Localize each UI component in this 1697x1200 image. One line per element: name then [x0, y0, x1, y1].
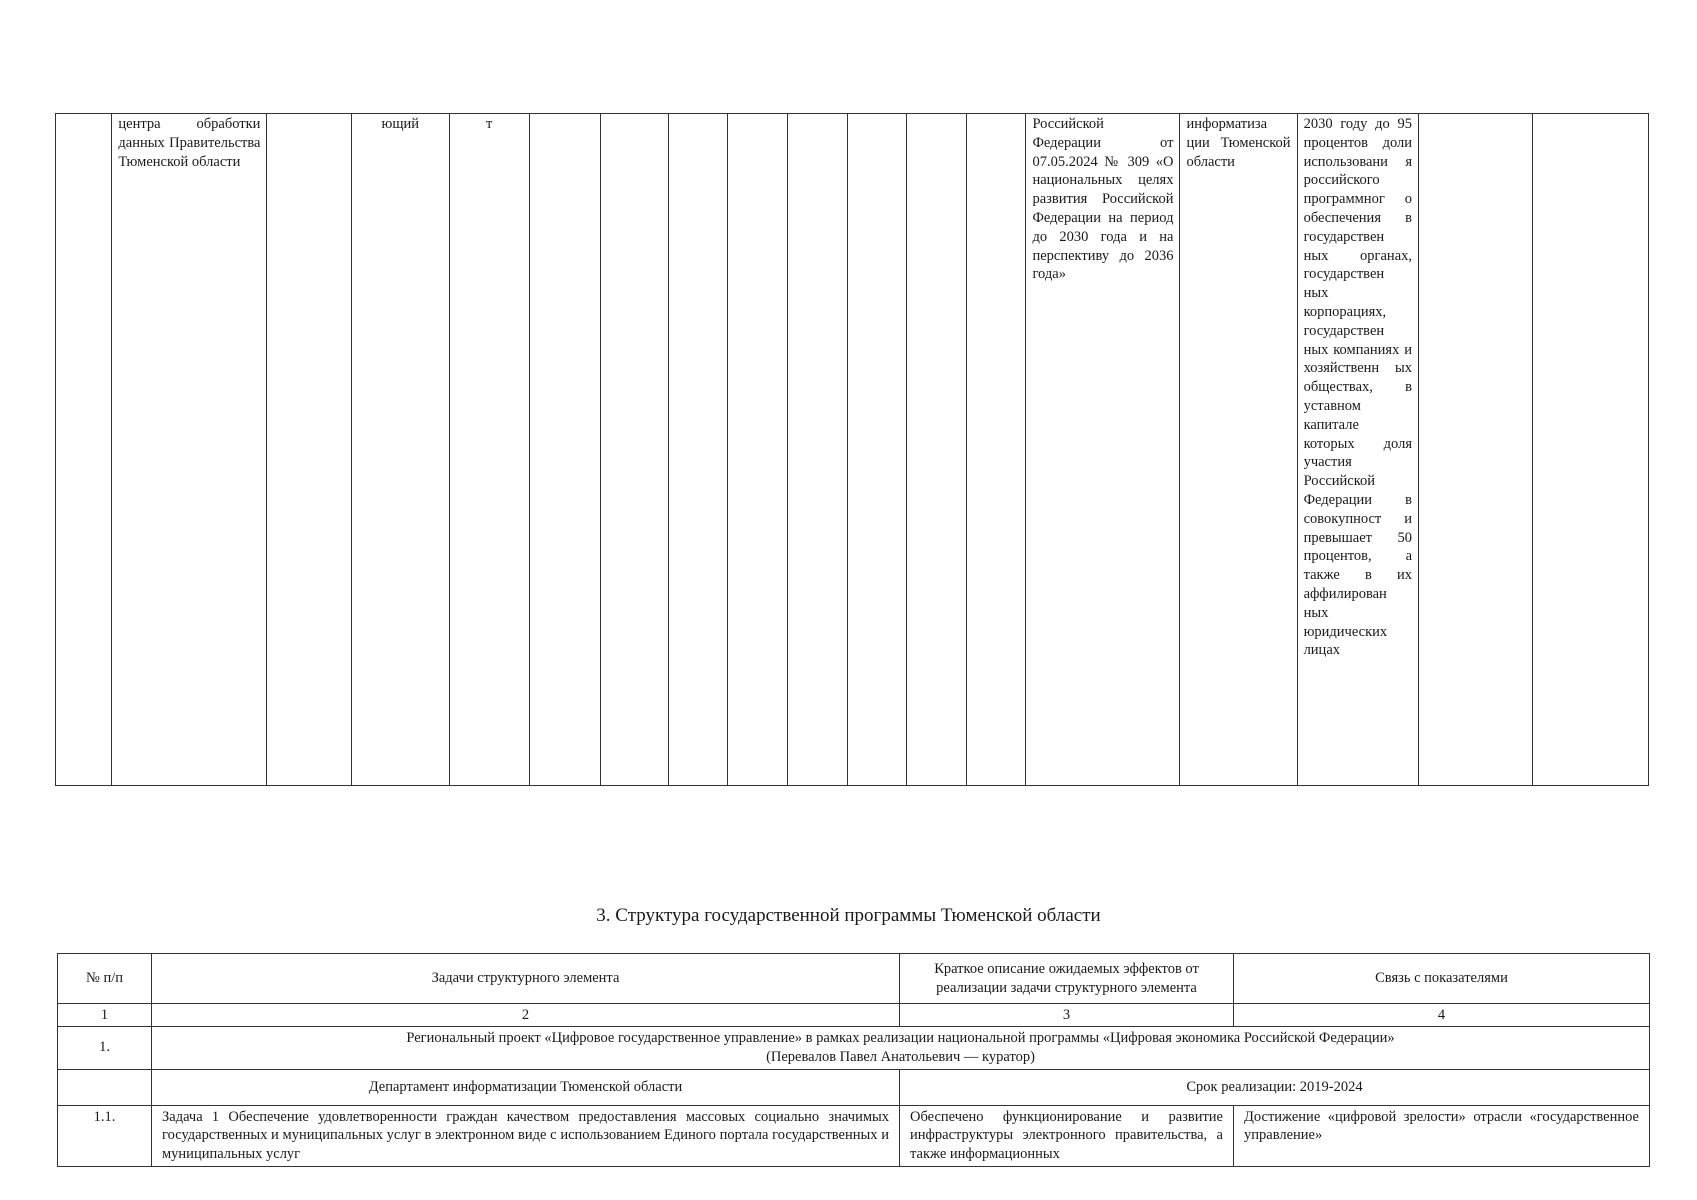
cell-decree-reference: Российской Федерации от 07.05.2024 № 309 «О национальных целях развития Российской Федерации на период до 2030 года и на перспективу до 2036 года»: [1026, 114, 1180, 786]
cell-empty: [56, 114, 112, 786]
cell-fragment: т: [449, 114, 529, 786]
cell-empty: [668, 114, 728, 786]
task-effects: Обеспечено функционирование и развитие инфраструктуры электронного правительства, а также информационных: [900, 1105, 1234, 1166]
cell-empty: [529, 114, 601, 786]
cell-object-name: центра обработки данных Правительства Тюменской области: [112, 114, 267, 786]
cell-empty: [907, 114, 967, 786]
project-cell: [152, 1027, 1650, 1070]
continuation-table: [55, 113, 1649, 786]
task-text: Задача 1 Обеспечение удовлетворенности граждан качеством предоставления массовых социально значимых государственных и муниципальных услуг в электронном виде с использованием Единого портала государственных и муниципальных услуг: [152, 1105, 900, 1166]
column-number: 3: [900, 1004, 1234, 1027]
column-number: 1: [58, 1004, 152, 1027]
cell-empty: [58, 1069, 152, 1105]
implementation-term: Срок реализации: 2019-2024: [900, 1069, 1650, 1105]
responsible-department: Департамент информатизации Тюменской области: [152, 1069, 900, 1105]
cell-target-description: 2030 году до 95 процентов доли использовани я российского программног о обеспечения в государствен ных органах, государствен ных корпорациях, государствен ных компаниях и хозяйственн ых обществах, в уставном капитале которых доля участия Российской Федерации в совокупност и превышает 50 процентов, а также в их аффилирован ных юридических лицах: [1297, 114, 1418, 786]
cell-empty: [1532, 114, 1648, 786]
section-title: 3. Структура государственной программы Тюменской области: [596, 905, 1101, 926]
continuation-row: [56, 114, 1649, 786]
project-title: Региональный проект «Цифровое государственное управление» в рамках реализации национальной программы «Цифровая экономика Российской Федерации»: [406, 1030, 1395, 1046]
cell-empty: [1419, 114, 1533, 786]
header-effects: Краткое описание ожидаемых эффектов от реализации задачи структурного элемента: [900, 954, 1234, 1004]
task-number: 1.1.: [58, 1105, 152, 1166]
header-number: № п/п: [58, 954, 152, 1004]
cell-empty: [787, 114, 847, 786]
task-indicators: Достижение «цифровой зрелости» отрасли «государственное управление»: [1234, 1105, 1650, 1166]
header-tasks: Задачи структурного элемента: [152, 954, 900, 1004]
cell-empty: [601, 114, 668, 786]
header-row: [58, 954, 1650, 1004]
cell-empty: [728, 114, 788, 786]
task-row: [58, 1105, 1650, 1166]
cell-empty: [966, 114, 1026, 786]
cell-empty: [847, 114, 907, 786]
header-indicators: Связь с показателями: [1234, 954, 1650, 1004]
cell-empty: [267, 114, 352, 786]
project-curator: (Перевалов Павел Анатольевич — куратор): [766, 1048, 1035, 1065]
column-number: 2: [152, 1004, 900, 1027]
cell-department: информатиза ции Тюменской области: [1180, 114, 1297, 786]
cell-fragment: ющий: [352, 114, 450, 786]
project-number: 1.: [58, 1027, 152, 1070]
department-row: [58, 1069, 1650, 1105]
column-number: 4: [1234, 1004, 1650, 1027]
column-number-row: [58, 1004, 1650, 1027]
structure-table: [57, 953, 1650, 1167]
project-row: [58, 1027, 1650, 1070]
